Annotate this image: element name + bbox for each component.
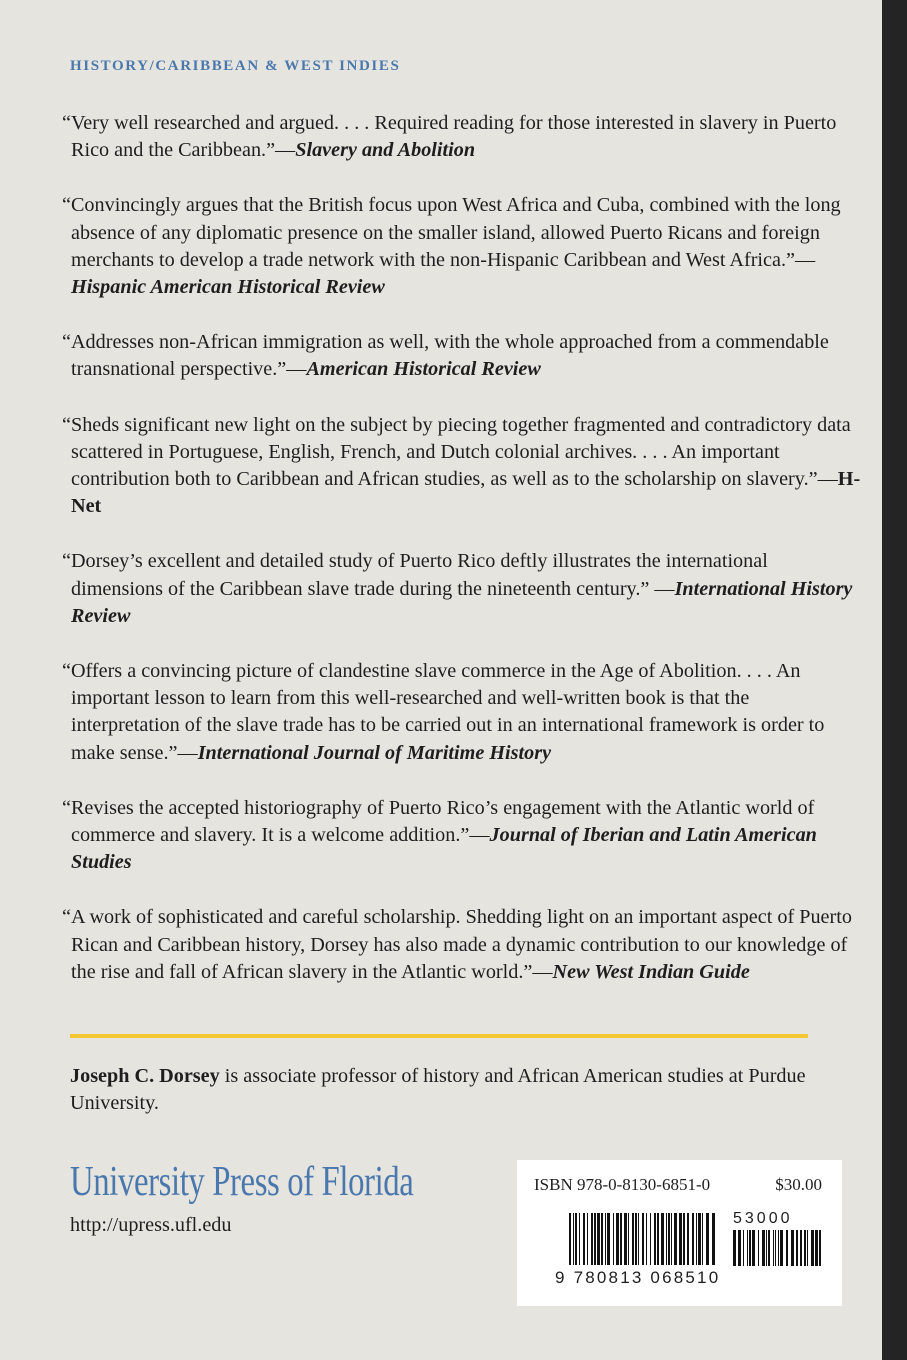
isbn-barcode-icon xyxy=(569,1213,717,1265)
review-text: “Sheds significant new light on the subject by piecing together fragmented and contradictory data scattered in Portuguese, English, French, and Dutch colonial archives. . . . An important contribution both to Caribbean and African studies, as well as to the scholarship on slavery.”— xyxy=(62,413,851,491)
review-quote xyxy=(62,110,862,164)
review-quote xyxy=(62,548,862,630)
review-quote xyxy=(62,412,862,521)
review-source: International Journal of Maritime History xyxy=(197,741,552,764)
review-text: “Offers a convincing picture of clandestine slave commerce in the Age of Abolition. . . . An important lesson to learn from this well-researched and well-written book is that the interpretation of the slave trade has to be carried out in an international framework is order to make sense.”— xyxy=(62,660,825,764)
review-source: Slavery and Abolition xyxy=(295,139,476,162)
barcode-panel xyxy=(517,1160,842,1306)
review-source: Journal of Iberian and Latin American Studies xyxy=(71,824,817,874)
review-list xyxy=(62,110,862,1014)
review-source: New West Indian Guide xyxy=(552,960,750,983)
review-quote xyxy=(62,192,862,301)
review-source: International History Review xyxy=(71,577,853,627)
review-source: H-Net xyxy=(71,468,861,518)
review-text: “Dorsey’s excellent and detailed study of Puerto Rico deftly illustrates the international dimensions of the Caribbean slave trade during the nineteenth century.” — xyxy=(62,550,768,600)
review-text: “Addresses non-African immigration as well, with the whole approached from a commendable transnational perspective.”— xyxy=(62,331,829,381)
review-quote xyxy=(62,904,862,986)
review-text: “Very well researched and argued. . . . Required reading for those interested in slavery in Puerto Rico and the Caribbean.”— xyxy=(62,112,837,162)
review-text: “Convincingly argues that the British focus upon West Africa and Cuba, combined with the long absence of any diplomatic presence on the smaller island, allowed Puerto Ricans and foreign merchants to develop a trade network with the non-Hispanic Caribbean and West Africa.”— xyxy=(62,194,841,271)
author-bio-text: is associate professor of history and African American studies at Purdue University. xyxy=(70,1065,806,1115)
review-source: Hispanic American Historical Review xyxy=(71,276,385,299)
review-quote xyxy=(62,795,862,877)
author-bio xyxy=(70,1063,850,1117)
book-spine-edge xyxy=(882,0,907,1360)
price-label: $30.00 xyxy=(775,1175,822,1194)
isbn-number: ISBN 978-0-8130-6851-0 xyxy=(534,1175,711,1194)
publisher-url: http://upress.ufl.edu xyxy=(70,1214,232,1236)
review-source: American Historical Review xyxy=(306,358,541,381)
barcode-digits: 9 780813 068510 xyxy=(555,1268,721,1287)
review-text: “Revises the accepted historiography of Puerto Rico’s engagement with the Atlantic world of commerce and slavery. It is a welcome addition.”— xyxy=(62,796,815,847)
addon-barcode-icon xyxy=(733,1230,823,1266)
author-name: Joseph C. Dorsey xyxy=(70,1065,220,1087)
addon-number: 53000 xyxy=(733,1210,793,1227)
review-quote xyxy=(62,658,862,767)
category-label: HISTORY/CARIBBEAN & WEST INDIES xyxy=(70,58,401,74)
divider-rule xyxy=(70,1034,808,1038)
review-text: “A work of sophisticated and careful scholarship. Shedding light on an important aspect of Puerto Rican and Caribbean history, Dorsey has also made a dynamic contribution to our knowledge of the rise and fall of African slavery in the Atlantic world.”— xyxy=(62,906,852,983)
publisher-logo: University Press of Florida xyxy=(70,1159,414,1205)
review-quote xyxy=(62,329,862,383)
